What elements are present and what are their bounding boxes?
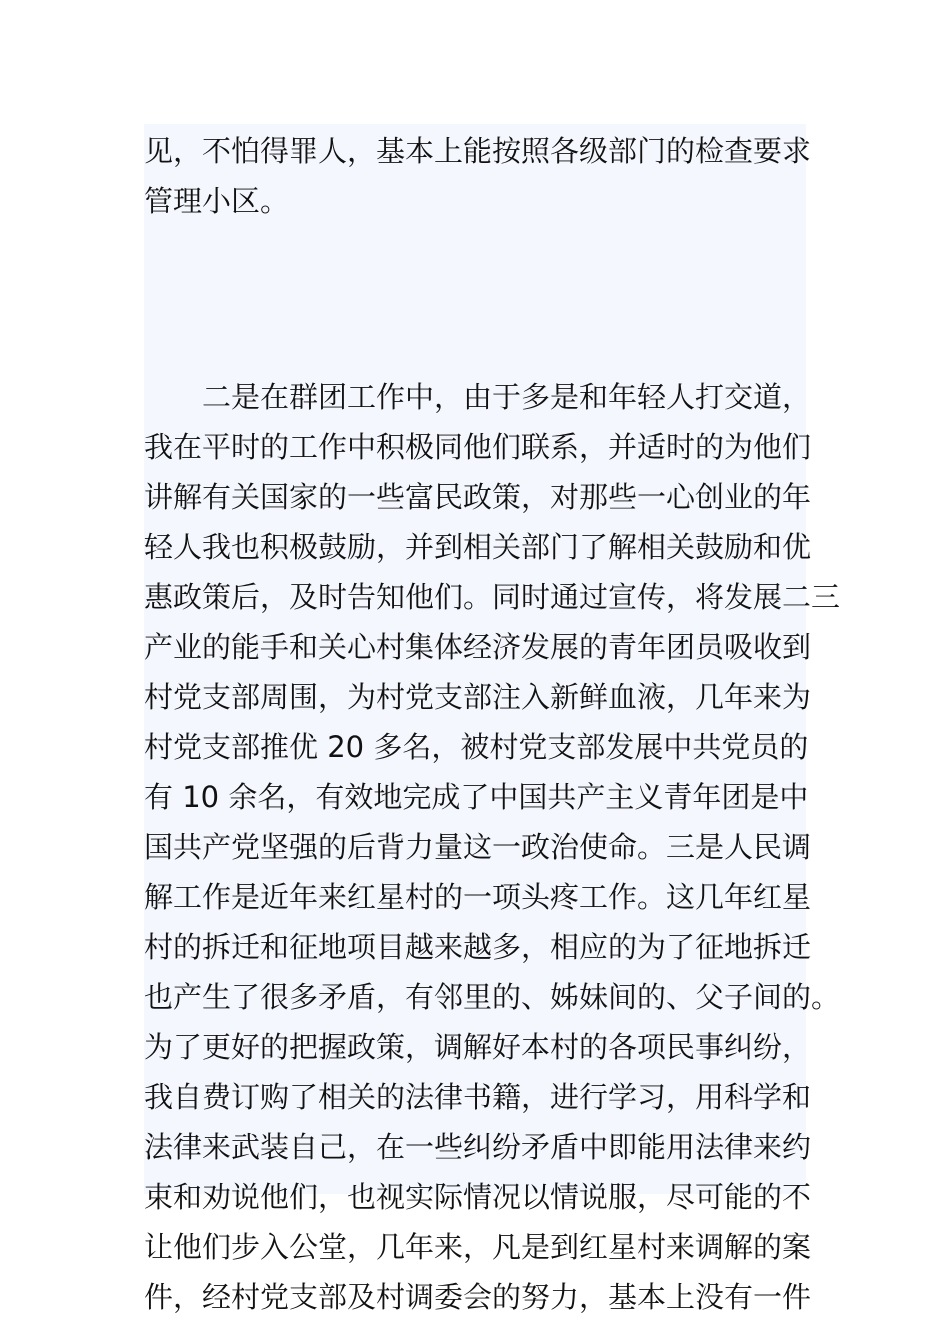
- paragraph-1: [144, 126, 812, 226]
- paragraph-line: 也产生了很多矛盾，有邻里的、姊妹间的、父子间的。: [144, 980, 841, 1014]
- paragraph-line: 为了更好的把握政策，调解好本村的各项民事纠纷，: [144, 1030, 812, 1064]
- highlighted-text-block: [144, 124, 841, 1314]
- paragraph-line: 村党支部周围，为村党支部注入新鲜血液，几年来为: [144, 680, 812, 714]
- paragraph-line: 件，经村党支部及村调委会的努力，基本上没有一件: [144, 1280, 812, 1314]
- paragraph-line: 讲解有关国家的一些富民政策，对那些一心创业的年: [144, 480, 812, 514]
- paragraph-line: 村的拆迁和征地项目越来越多，相应的为了征地拆迁: [144, 930, 812, 964]
- paragraph-line: 管理小区。: [144, 184, 290, 218]
- paragraph-line: 束和劝说他们，也视实际情况以情说服，尽可能的不: [144, 1180, 812, 1214]
- paragraph-line: 国共产党坚强的后背力量这一政治使命。三是人民调: [144, 830, 812, 864]
- paragraph-line: 我自费订购了相关的法律书籍，进行学习，用科学和: [144, 1080, 812, 1114]
- paragraph-line: 产业的能手和关心村集体经济发展的青年团员吸收到: [144, 630, 812, 664]
- paragraph-line: 让他们步入公堂，几年来，凡是到红星村来调解的案: [144, 1230, 812, 1264]
- paragraph-line: 见，不怕得罪人，基本上能按照各级部门的检查要求: [144, 134, 812, 168]
- paragraph-line: 我在平时的工作中积极同他们联系，并适时的为他们: [144, 430, 812, 464]
- paragraph-line: 有 10 余名，有效地完成了中国共产主义青年团是中: [144, 780, 809, 814]
- paragraph-line: 解工作是近年来红星村的一项头疼工作。这几年红星: [144, 880, 812, 914]
- paragraph-line: 村党支部推优 20 多名，被村党支部发展中共党员的: [144, 730, 809, 764]
- paragraph-line: 二是在群团工作中，由于多是和年轻人打交道，: [144, 380, 812, 414]
- paragraph-line: 轻人我也积极鼓励，并到相关部门了解相关鼓励和优: [144, 530, 812, 564]
- paragraph-2: [144, 372, 841, 1322]
- paragraph-line: 惠政策后，及时告知他们。同时通过宣传，将发展二三: [144, 580, 841, 614]
- paragraph-line: 法律来武装自己，在一些纠纷矛盾中即能用法律来约: [144, 1130, 812, 1164]
